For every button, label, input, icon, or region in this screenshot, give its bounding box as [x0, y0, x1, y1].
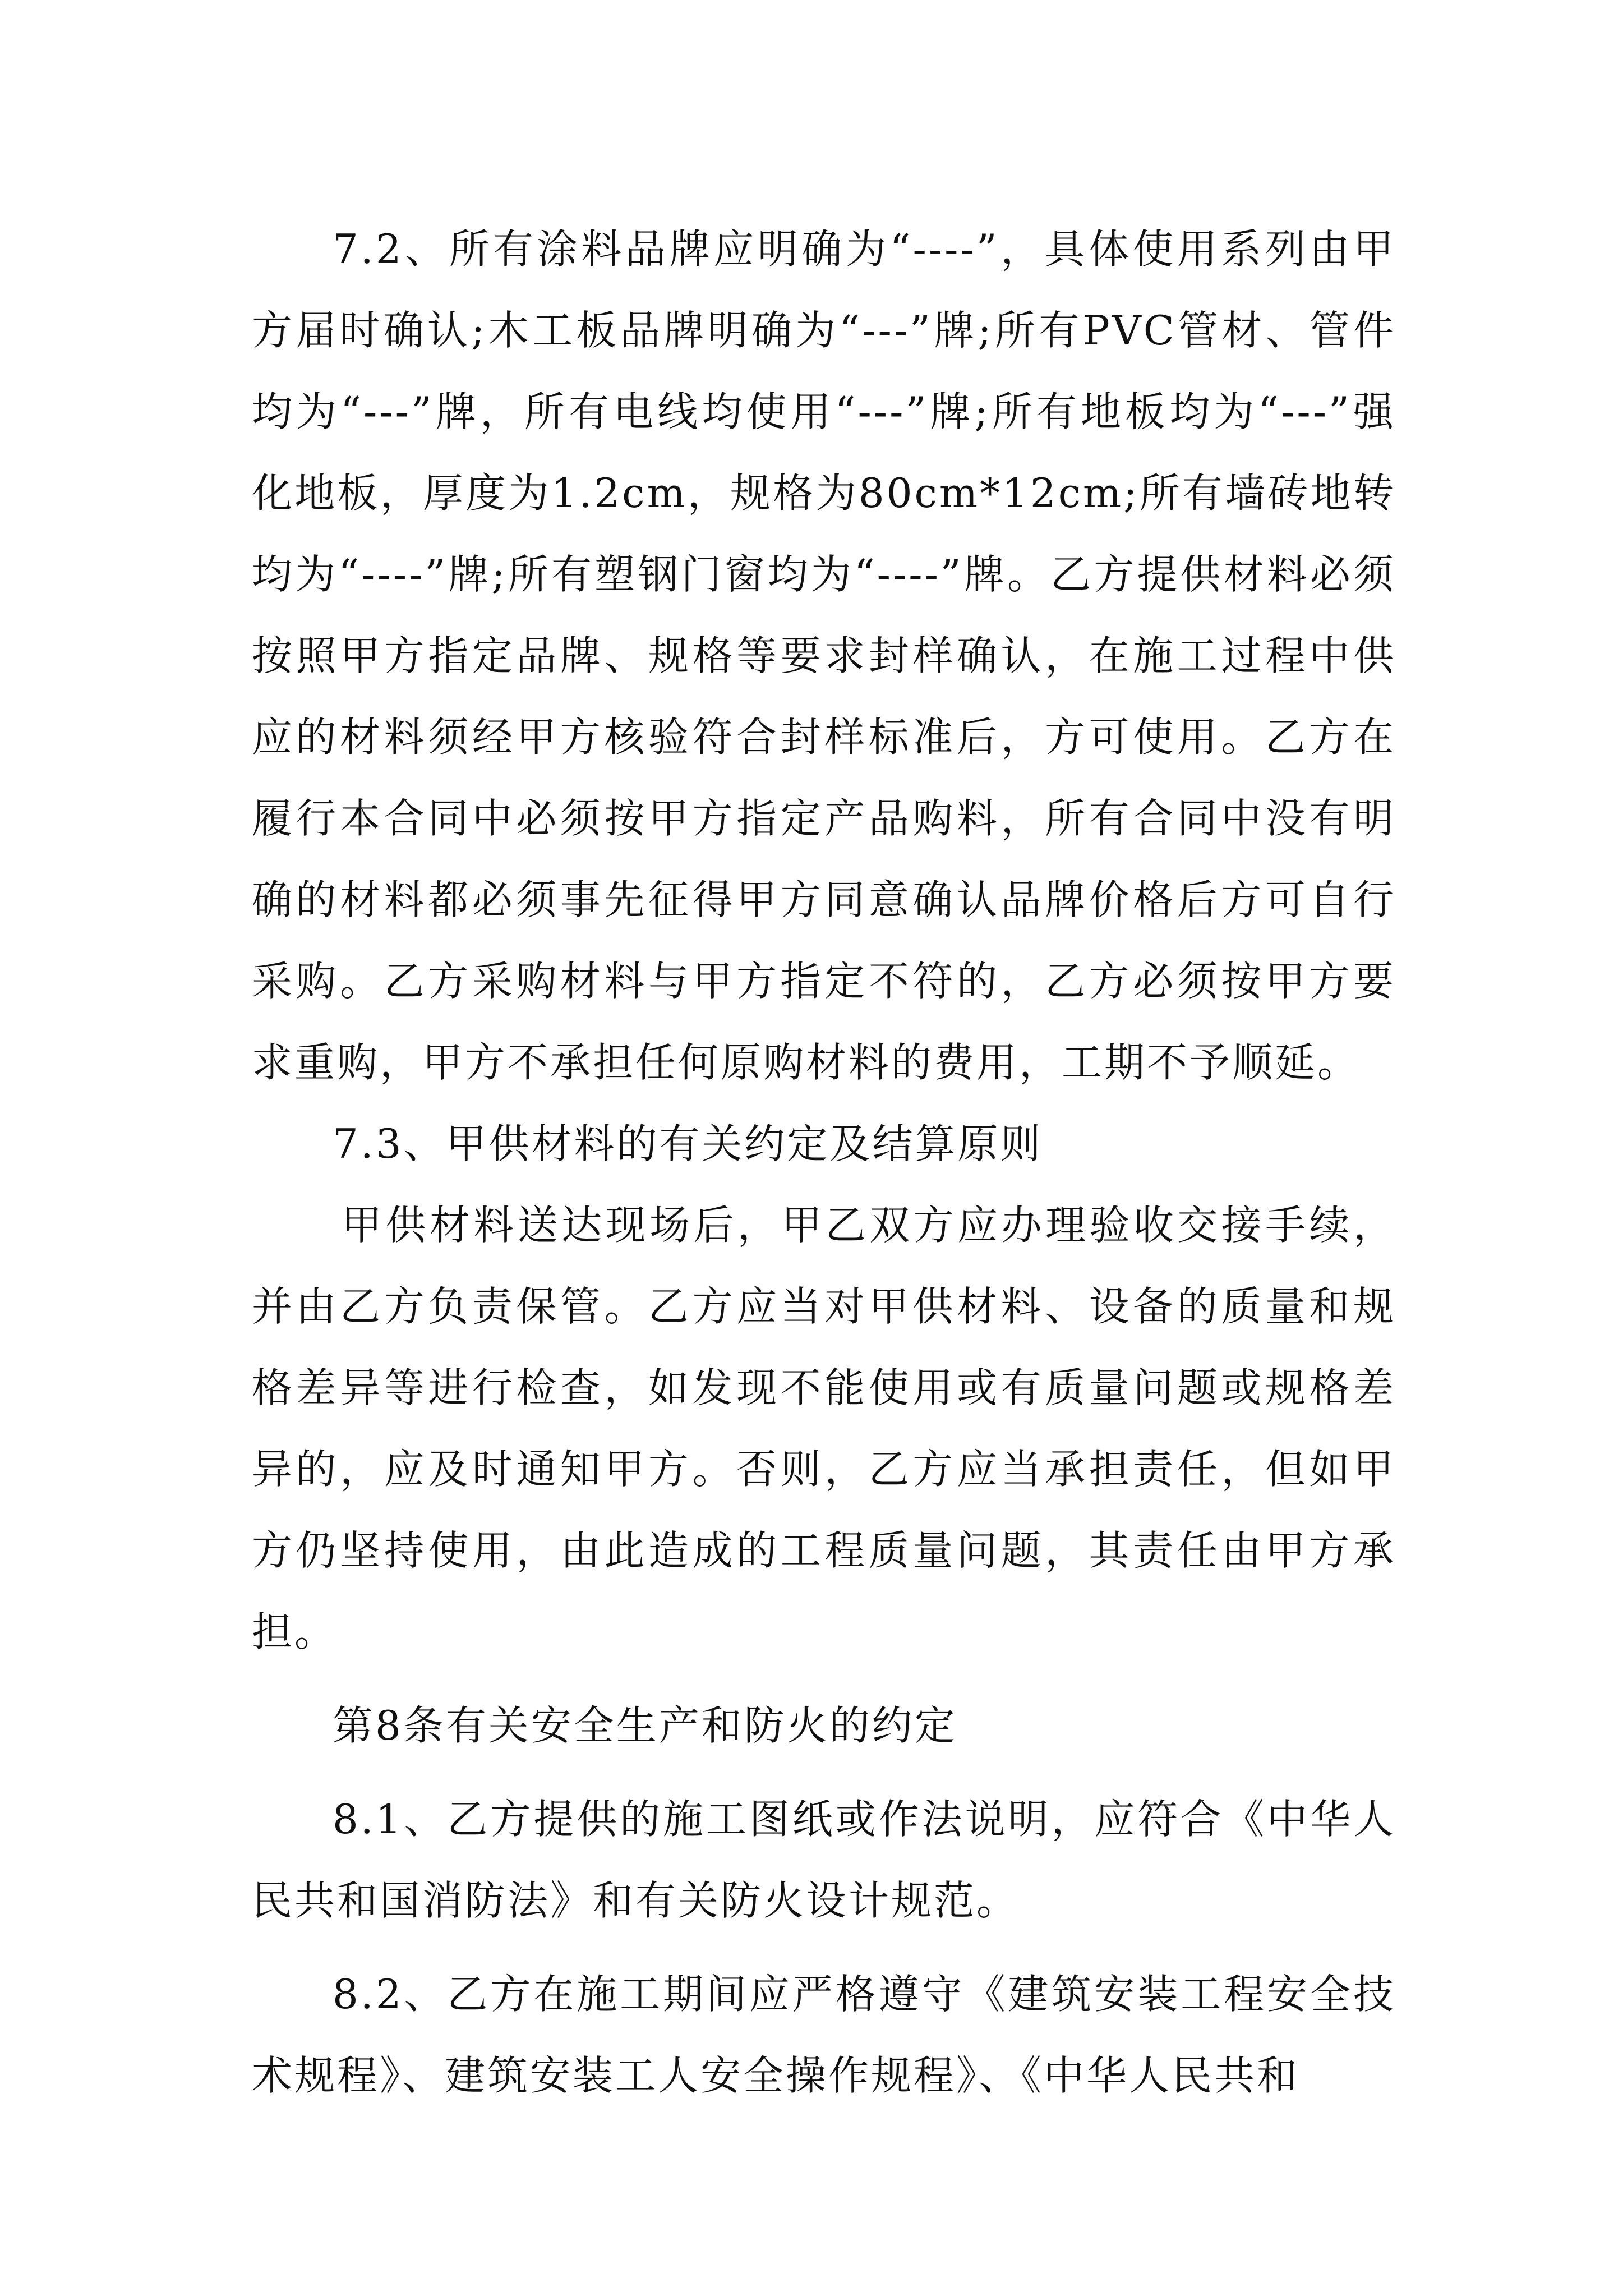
paragraph-7-3-body: 甲供材料送达现场后，甲乙双方应办理验收交接手续，并由乙方负责保管。乙方应当对甲供材料、设备的质量和规格差异等进行检查，如发现不能使用或有质量问题或规格差异的，应及时通知甲方。否则，乙方应当承担责任，但如甲方仍坚持使用，由此造成的工程质量问题，其责任由甲方承担。: [252, 1202, 1396, 1655]
paragraph-8-1: 8.1、乙方提供的施工图纸或作法说明，应符合《中华人民共和国消防法》和有关防火设计规范。: [252, 1796, 1396, 1924]
paragraph-7-3-heading: 7.3、甲供材料的有关约定及结算原则: [333, 1120, 1043, 1167]
document-body: [252, 209, 1396, 2116]
section-8-heading: 第8条有关安全生产和防火的约定: [333, 1702, 957, 1749]
paragraph-8-2: 8.2、乙方在施工期间应严格遵守《建筑安装工程安全技术规程》、建筑安装工人安全操作规程》、《中华人民共和: [252, 1971, 1396, 2099]
paragraph-7-2: 7.2、所有涂料品牌应明确为“----”，具体使用系列由甲方届时确认;木工板品牌明确为“---”牌;所有PVC管材、管件均为“---”牌，所有电线均使用“---”牌;所有地板均为“---”强化地板，厚度为1.2cm，规格为80cm*12cm;所有墙砖地转均为“----”牌;所有塑钢门窗均为“----”牌。乙方提供材料必须按照甲方指定品牌、规格等要求封样确认，在施工过程中供应的材料须经甲方核验符合封样标准后，方可使用。乙方在履行本合同中必须按甲方指定产品购料，所有合同中没有明确的材料都必须事先征得甲方同意确认品牌价格后方可自行采购。乙方采购材料与甲方指定不符的，乙方必须按甲方要求重购，甲方不承担任何原购材料的费用，工期不予顺延。: [252, 226, 1396, 1086]
